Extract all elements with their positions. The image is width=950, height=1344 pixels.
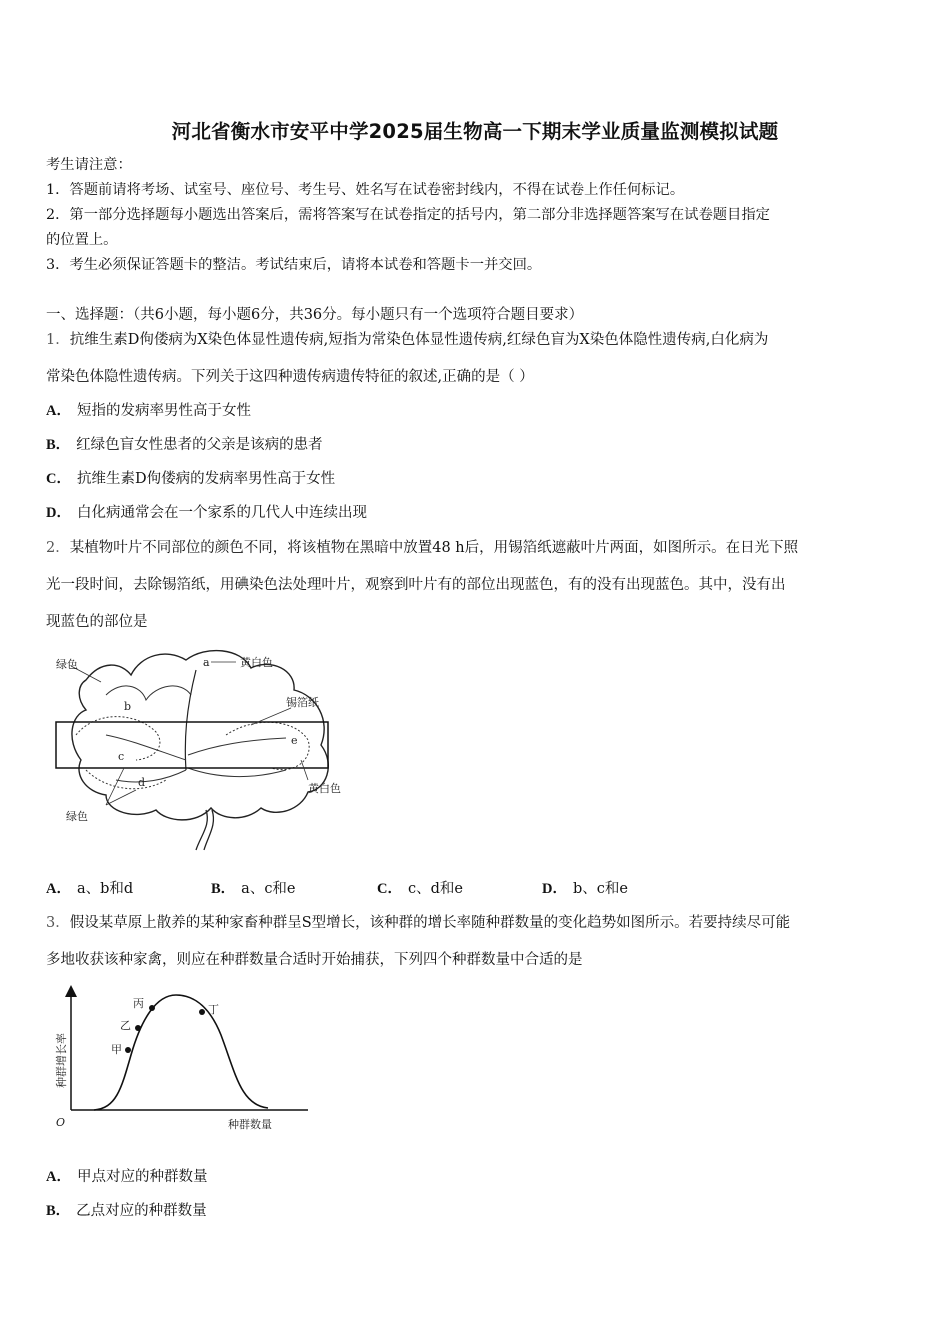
- leaf-vein: [188, 768, 286, 777]
- point-ding: [199, 1009, 205, 1015]
- label-green-top: 绿色: [56, 658, 78, 671]
- question-3-stem: [46, 911, 790, 932]
- label-green-bottom: 绿色: [66, 810, 88, 823]
- x-axis-label: 种群数量: [228, 1118, 272, 1131]
- option-text: 乙点对应的种群数量: [76, 1203, 207, 1219]
- option-text: c、d和e: [407, 881, 463, 897]
- option-key: C．: [377, 881, 402, 897]
- option-key: B．: [46, 1203, 71, 1219]
- leaf-stem: [204, 810, 213, 850]
- option-text: 甲点对应的种群数量: [76, 1169, 208, 1185]
- leader-line: [106, 768, 124, 805]
- q1-option-c[interactable]: [46, 467, 335, 488]
- label-bing: 丙: [133, 997, 144, 1010]
- option-text: 白化病通常会在一个家系的几代人中连续出现: [76, 505, 367, 521]
- point-yi: [135, 1025, 141, 1031]
- question-text: 假设某草原上散养的某种家畜种群呈S型增长，该种群的增长率随种群数量的变化趋势如图所示。若要持续尽可能: [69, 915, 791, 931]
- leaf-vein: [116, 770, 186, 782]
- option-text: a、b和d: [76, 881, 134, 897]
- option-key: D．: [46, 505, 71, 521]
- label-yellow-top: 黄白色: [240, 656, 273, 669]
- label-e: e: [291, 734, 298, 747]
- option-key: D．: [542, 881, 567, 897]
- section-heading: 一、选择题：（共6小题，每小题6分，共36分。每小题只有一个选项符合题目要求）: [46, 307, 584, 323]
- option-key: C．: [46, 471, 71, 487]
- question-3-stem-cont: 多地收获该种家禽，则应在种群数量合适时开始捕获，下列四个种群数量中合适的是: [46, 952, 583, 968]
- leaf-midrib: [185, 670, 196, 770]
- origin-label: O: [56, 1116, 66, 1129]
- label-b: b: [124, 700, 132, 713]
- q3-option-b[interactable]: [46, 1199, 207, 1220]
- label-yellow-right: 黄白色: [308, 782, 341, 795]
- option-text: b、c和e: [572, 881, 628, 897]
- question-1-stem-cont: 常染色体隐性遗传病。下列关于这四种遗传病遗传特征的叙述,正确的是（ ）: [46, 369, 534, 385]
- leaf-diagram: [46, 640, 366, 855]
- label-d: d: [138, 776, 146, 789]
- option-text: 抗维生素D佝偻病的发病率男性高于女性: [76, 471, 336, 487]
- option-key: B．: [46, 437, 71, 453]
- leaf-vein: [188, 738, 286, 755]
- label-a: a: [203, 656, 210, 669]
- notice-item-2-cont: 的位置上。: [46, 232, 118, 248]
- point-bing: [149, 1005, 155, 1011]
- option-key: A．: [46, 1169, 71, 1185]
- option-text: 红绿色盲女性患者的父亲是该病的患者: [76, 437, 323, 453]
- option-text: a、c和e: [241, 881, 296, 897]
- foil-rectangle: [56, 722, 328, 768]
- q1-option-b[interactable]: [46, 433, 323, 454]
- label-foil: 锡箔纸: [286, 696, 319, 709]
- question-2-stem-cont: 光一段时间，去除锡箔纸，用碘染色法处理叶片，观察到叶片有的部位出现蓝色，有的没有出现蓝色。其中，没有出: [46, 577, 786, 593]
- question-text: 抗维生素D佝偻病为X染色体显性遗传病,短指为常染色体显性遗传病,红绿色盲为X染色体隐性遗传病,白化病为: [69, 332, 769, 348]
- notice-item-1: 1．答题前请将考场、试室号、座位号、考生号、姓名写在试卷密封线内，不得在试卷上作任何标记。: [46, 182, 685, 198]
- question-text: 某植物叶片不同部位的颜色不同，将该植物在黑暗中放置48 h后，用锡箔纸遮蔽叶片两面，如图所示。在日光下照: [69, 540, 799, 556]
- point-jia: [125, 1047, 131, 1053]
- q2-option-a[interactable]: [46, 877, 133, 898]
- question-2-stem-cont2: 现蓝色的部位是: [46, 614, 148, 630]
- notice-item-2: 2．第一部分选择题每小题选出答案后，需将答案写在试卷指定的括号内，第二部分非选择题答案写在试卷题目指定: [46, 207, 770, 223]
- option-key: A．: [46, 881, 71, 897]
- question-number: 2．: [46, 540, 70, 556]
- leaf-outline: [72, 651, 328, 820]
- question-number: 3．: [46, 915, 70, 931]
- option-text: 短指的发病率男性高于女性: [76, 403, 251, 419]
- option-key: B．: [211, 881, 236, 897]
- leaf-figure: [46, 640, 366, 855]
- growth-rate-figure: [46, 980, 316, 1140]
- y-axis-label: 种群增长率: [55, 1033, 68, 1088]
- notice-item-3: 3．考生必须保证答题卡的整洁。考试结束后，请将本试卷和答题卡一并交回。: [46, 257, 542, 273]
- question-1-stem: [46, 328, 768, 349]
- question-2-stem: [46, 536, 798, 557]
- label-ding: 丁: [208, 1003, 219, 1016]
- q2-option-d[interactable]: [542, 877, 628, 898]
- question-number: 1．: [46, 332, 70, 348]
- label-c: c: [118, 750, 125, 763]
- q1-option-a[interactable]: [46, 399, 251, 420]
- dotted-boundary: [86, 770, 166, 789]
- option-key: A．: [46, 403, 71, 419]
- page-title: 河北省衡水市安平中学2025届生物高一下期末学业质量监测模拟试题: [171, 120, 779, 143]
- q2-option-c[interactable]: [377, 877, 463, 898]
- leader-line: [106, 790, 136, 805]
- notice-heading: 考生请注意：: [46, 157, 132, 173]
- leader-line: [301, 760, 308, 780]
- q3-option-a[interactable]: [46, 1165, 207, 1186]
- q2-option-b[interactable]: [211, 877, 296, 898]
- growth-rate-diagram: [46, 980, 316, 1140]
- leaf-inner-edge: [106, 686, 191, 700]
- label-yi: 乙: [120, 1019, 131, 1032]
- label-jia: 甲: [111, 1043, 122, 1056]
- q1-option-d[interactable]: [46, 501, 367, 522]
